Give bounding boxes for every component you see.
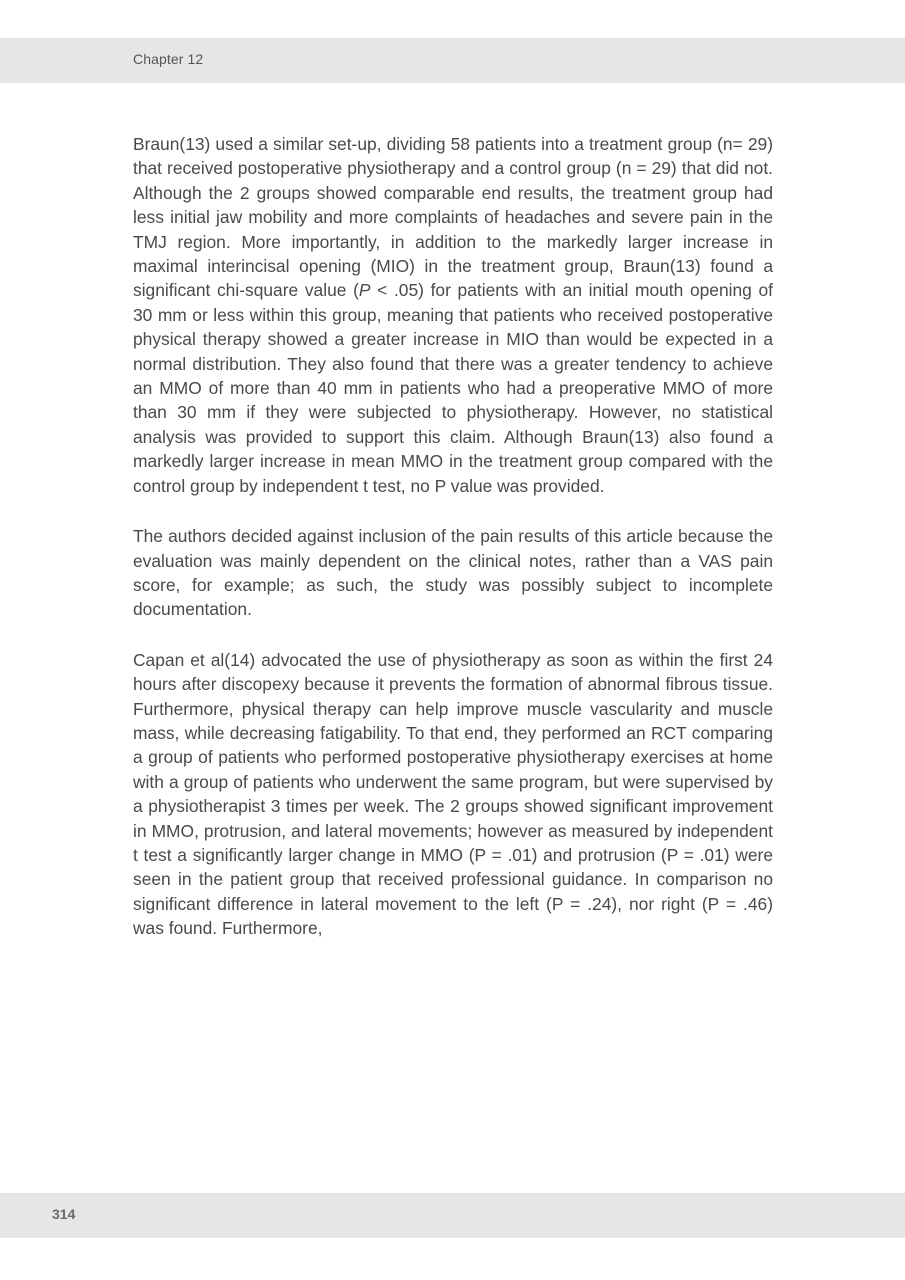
paragraph-pain-exclusion: The authors decided against inclusion of the pain results of this article because the evaluation was mainly dependent on the clinical notes, rather than a VAS pain score, for example; as such, the study was possibly subject to incomplete documentation.: [133, 526, 773, 620]
running-footer: [0, 1193, 905, 1238]
paragraph-capan: Capan et al(14) advocated the use of physiotherapy as soon as within the first 24 hours after discopexy because it prevents the formation of abnormal fibrous tissue. Furthermore, physical therapy can help improve muscle vascularity and muscle mass, while decreasing fatigability. To that end, they performed an RCT comparing a group of patients who performed postoperative physiotherapy exercises at home with a group of patients who underwent the same program, but were supervised by a physiotherapist 3 times per week. The 2 groups showed significant improvement in MMO, protrusion, and lateral movements; however as measured by independent t test a significantly larger change in MMO (P = .01) and protrusion (P = .01) were seen in the patient group that received professional guidance. In comparison no significant difference in lateral movement to the left (P = .24), nor right (P = .46) was found. Furthermore,: [133, 649, 773, 939]
chapter-label: Chapter 12: [133, 51, 204, 67]
p-value-italic: P: [358, 280, 371, 301]
paragraph-braun-text-1: Braun(13) used a similar set-up, dividing 58 patients into a treatment group (n= 29) that received postoperative physiotherapy and a control group (n = 29) that did not. Although the 2 groups showed comparable end results, the treatment group had less initial jaw mobility and more complaints of headaches and severe pain in the TMJ region. More importantly, in addition to the markedly larger increase in maximal interincisal opening (MIO) in the treatment group, Braun(13) found a significant chi-square value (: [133, 134, 773, 301]
paragraph-braun: [133, 132, 773, 498]
paragraph-braun-text-2: < .05) for patients with an initial mouth opening of 30 mm or less within this group, meaning that patients who received postoperative physical therapy showed a greater increase in MIO than would be expected in a normal distribution. They also found that there was a greater tendency to achieve an MMO of more than 40 mm in patients who had a preoperative MMO of more than 30 mm if they were subjected to physiotherapy. However, no statistical analysis was provided to support this claim. Although Braun(13) also found a markedly larger increase in mean MMO in the treatment group compared with the control group by independent t test, no P value was provided.: [133, 280, 774, 496]
running-header: [0, 38, 905, 83]
page-number: 314: [52, 1206, 76, 1222]
body-text: [133, 132, 773, 967]
